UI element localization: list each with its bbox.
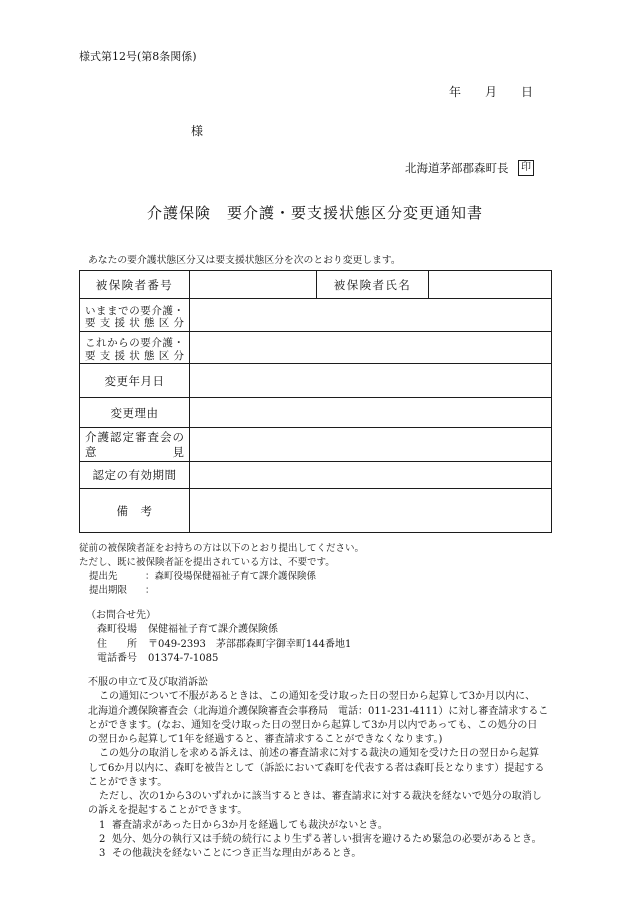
review-board-opinion-label: [80, 428, 190, 462]
submission-instructions: [79, 542, 364, 598]
table-row: [80, 398, 552, 428]
submission-deadline-label: 提出期限: [89, 585, 128, 596]
submission-deadline: [79, 584, 364, 598]
submission-destination: [79, 570, 364, 584]
new-status-label: [80, 332, 190, 364]
review-board-opinion-value: [190, 428, 552, 462]
appeal-paragraph-line: ことができます。: [88, 776, 168, 788]
intro-text: あなたの要介護状態区分又は要支援状態区分を次のとおり変更します。: [88, 255, 401, 266]
remarks-label: 備 考: [80, 489, 190, 533]
new-status-value: [190, 332, 552, 364]
change-date-label: 変更年月日: [80, 364, 190, 398]
addressee-suffix: 様: [191, 124, 204, 138]
issuer: [405, 160, 535, 176]
table-row: [80, 299, 552, 332]
previous-status-label: [80, 299, 190, 332]
appeal-paragraph-line: この処分の取消しを求める訴えは、前述の審査請求に対する裁決の通知を受けた日の翌日から起算: [99, 748, 539, 760]
appeal-paragraph-line: の訴えを提起することができます。: [88, 805, 248, 817]
form-number: 様式第12号(第8条関係): [79, 50, 197, 63]
new-status-label-line1: これからの要介護・: [85, 337, 184, 349]
table-row: [80, 332, 552, 364]
insured-name-value: [429, 271, 552, 299]
submission-destination-value: ：森町役場保健福祉子育て課介護保険係: [145, 571, 317, 582]
appeal-section: [88, 676, 548, 861]
validity-period-value: [190, 462, 552, 489]
appeal-paragraph-line: この通知について不服があるときは、この通知を受け取った日の翌日から起算して3か月以内に、: [99, 691, 536, 703]
new-status-label-line2: 要支援状態区分: [85, 349, 184, 362]
table-row: [80, 462, 552, 489]
appeal-paragraph-line: の翌日から起算して1年を経過すると、審査請求することができなくなります。): [88, 734, 443, 745]
contact-address-label: 住 所: [97, 638, 137, 650]
table-row: [80, 364, 552, 398]
appeal-condition: [88, 819, 548, 833]
change-reason-value: [190, 398, 552, 428]
status-change-table: [79, 270, 552, 533]
change-date-value: [190, 364, 552, 398]
seal-mark: 印: [518, 160, 534, 176]
appeal-paragraph-line: とができます。(なお、通知を受け取った日の翌日から起算して3か月以内であっても、この処分の日: [88, 719, 538, 731]
appeal-condition-number: 1: [99, 819, 106, 831]
table-row: [80, 489, 552, 533]
contact-phone-label: 電話番号: [97, 652, 137, 664]
validity-period-label: 認定の有効期間: [80, 462, 190, 489]
submission-destination-label: 提出先: [89, 571, 118, 582]
insured-number-label: 被保険者番号: [80, 271, 190, 299]
appeal-heading: 不服の申立て及び取消訴訟: [88, 677, 208, 688]
appeal-condition: [88, 833, 548, 847]
appeal-condition-text: 審査請求があった日から3か月を経過しても裁決がないとき。: [112, 819, 388, 831]
contact-address: [86, 638, 351, 652]
appeal-condition-text: その他裁決を経ないことにつき正当な理由があるとき。: [112, 848, 362, 859]
appeal-paragraph-line: して6か月以内に、森町を被告として（訴訟において森町を代表する者は森町長となります）提起する: [88, 762, 545, 774]
appeal-paragraph-line: 北海道介護保険審査会（北海道介護保険審査会事務局 電話：011-231-4111）に対し審査請求するこ: [88, 705, 549, 717]
review-board-opinion-label-line2: 意見: [85, 444, 184, 459]
contact-info: [86, 609, 351, 666]
table-row: [80, 271, 552, 299]
contact-office-value: 保健福祉子育て課介護保険係: [148, 624, 278, 636]
document-title: 介護保険 要介護・要支援状態区分変更通知書: [146, 204, 483, 222]
insured-number-value: [190, 271, 317, 299]
appeal-condition-number: 3: [99, 848, 106, 859]
contact-office: [86, 623, 351, 637]
submission-note: ただし、既に被保険者証を提出されている方は、不要です。: [79, 557, 335, 568]
previous-status-label-line2: 要支援状態区分: [85, 317, 184, 329]
review-board-opinion-label-line1: 介護認定審査会の: [85, 429, 184, 444]
submission-note: 従前の被保険者証をお持ちの方は以下のとおり提出してください。: [79, 543, 365, 554]
contact-address-value: 〒049-2393 茅部郡森町字御幸町144番地1: [148, 638, 352, 650]
contact-phone: [86, 652, 351, 666]
insured-name-label: 被保険者氏名: [317, 271, 429, 299]
table-row: [80, 428, 552, 462]
appeal-condition-number: 2: [99, 833, 106, 845]
remarks-value: [190, 489, 552, 533]
contact-heading: （お問合せ先）: [86, 610, 156, 621]
change-reason-label: 変更理由: [80, 398, 190, 428]
date-line: 年 月 日: [449, 85, 534, 99]
previous-status-label-line1: いままでの要介護・: [85, 304, 184, 317]
appeal-condition-text: 処分、処分の執行又は手続の続行により生ずる著しい損害を避けるため緊急の必要があるとき。: [112, 833, 542, 845]
submission-deadline-value: ：: [145, 585, 155, 596]
appeal-condition: [88, 847, 548, 861]
contact-office-label: 森町役場: [97, 624, 137, 636]
appeal-paragraph-line: ただし、次の1から3のいずれかに該当するときは、審査請求に対する裁決を経ないで処分の取消し: [99, 791, 542, 802]
contact-phone-value: 01374-7-1085: [148, 652, 219, 664]
issuer-name: 北海道茅部郡森町長: [405, 161, 509, 175]
previous-status-value: [190, 299, 552, 332]
